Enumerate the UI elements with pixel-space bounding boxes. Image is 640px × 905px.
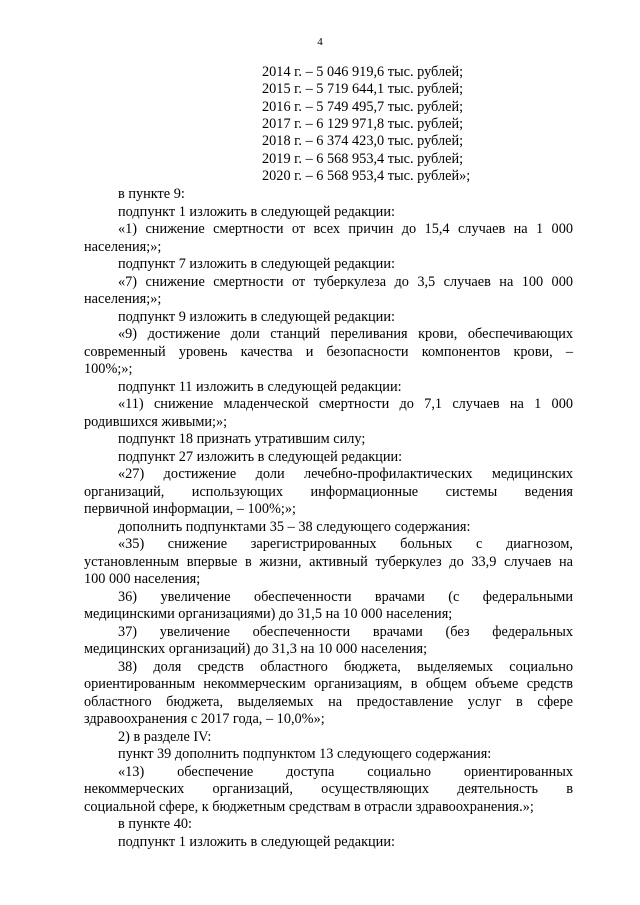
text-line: первичной информации, – 100%;»; [84, 501, 296, 517]
text-line: в пункте 9: [118, 186, 185, 202]
text-line: подпункт 7 изложить в следующей редакции: [118, 256, 395, 272]
text-line: «11) снижение младенческой смертности до 7,1 случаев на 1 000 [118, 396, 573, 412]
text-line: подпункт 27 изложить в следующей редакции: [118, 449, 403, 465]
text-line: «9) достижение доли станций переливания крови, обеспечивающих [118, 326, 573, 342]
text-line: социальной сфере, к бюджетным средствам в отрасли здравоохранения.»; [84, 799, 534, 815]
text-line: подпункт 18 признать утратившим силу; [118, 431, 366, 447]
text-line: 100%;»; [84, 361, 133, 377]
text-line: здравоохранения с 2017 года, – 10,0%»; [84, 711, 325, 727]
budget-year-line: 2014 г. – 5 046 919,6 тыс. рублей; [262, 64, 464, 80]
text-line: «35) снижение зарегистрированных больных с диагнозом, [118, 536, 573, 552]
text-line: «27) достижение доли лечебно-профилактических медицинских [118, 466, 573, 482]
page-number: 4 [317, 36, 323, 48]
budget-year-line: 2017 г. – 6 129 971,8 тыс. рублей; [262, 116, 464, 132]
text-line: некоммерческих организаций, осуществляющих деятельность в [84, 781, 573, 797]
text-line: дополнить подпунктами 35 – 38 следующего содержания: [118, 519, 471, 535]
text-line: «1) снижение смертности от всех причин до 15,4 случаев на 1 000 [118, 221, 573, 237]
text-line: подпункт 9 изложить в следующей редакции: [118, 309, 395, 325]
text-line: 38) доля средств областного бюджета, выделяемых социально [118, 659, 573, 675]
text-line: населения;»; [84, 291, 162, 307]
budget-year-line: 2019 г. – 6 568 953,4 тыс. рублей; [262, 151, 464, 167]
text-line: подпункт 1 изложить в следующей редакции: [118, 204, 395, 220]
budget-year-line: 2018 г. – 6 374 423,0 тыс. рублей; [262, 133, 464, 149]
text-line: пункт 39 дополнить подпунктом 13 следующего содержания: [118, 746, 492, 762]
budget-year-line: 2015 г. – 5 719 644,1 тыс. рублей; [262, 81, 464, 97]
text-line: организаций, использующих информационные системы ведения [84, 484, 573, 500]
text-line: в пункте 40: [118, 816, 192, 832]
text-line: «7) снижение смертности от туберкулеза до 3,5 случаев на 100 000 [118, 274, 573, 290]
text-line: 36) увеличение обеспеченности врачами (с федеральными [118, 589, 573, 605]
text-line: областного бюджета, выделяемых на предоставление услуг в сфере [84, 694, 573, 710]
text-line: «13) обеспечение доступа социально ориентированных [118, 764, 573, 780]
text-line: 37) увеличение обеспеченности врачами (без федеральных [118, 624, 573, 640]
text-line: подпункт 1 изложить в следующей редакции: [118, 834, 395, 850]
text-line: населения;»; [84, 239, 162, 255]
text-line: медицинскими организациями) до 31,5 на 10 000 населения; [84, 606, 453, 622]
text-line: медицинских организаций) до 31,3 на 10 000 населения; [84, 641, 428, 657]
budget-year-line: 2016 г. – 5 749 495,7 тыс. рублей; [262, 99, 464, 115]
text-line: ориентированным некоммерческим организациям, в общем объеме средств [84, 676, 573, 692]
budget-year-line: 2020 г. – 6 568 953,4 тыс. рублей»; [262, 168, 471, 184]
text-line: 2) в разделе IV: [118, 729, 212, 745]
text-line: подпункт 11 изложить в следующей редакции: [118, 379, 402, 395]
text-line: родившихся живыми;»; [84, 414, 228, 430]
text-line: установленным впервые в жизни, активный туберкулез до 33,9 случаев на [84, 554, 573, 570]
text-line: современный уровень качества и безопасности компонентов крови, – [84, 344, 573, 360]
text-line: 100 000 населения; [84, 571, 201, 587]
